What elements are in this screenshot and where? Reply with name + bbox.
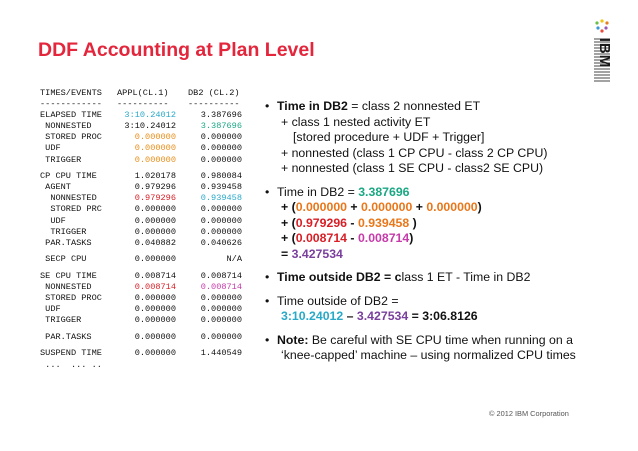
table-row <box>40 143 242 154</box>
row-label: SECP CPU <box>40 254 87 265</box>
row-appl-value: 3:10.24012 <box>124 110 176 121</box>
row-appl-value: 0.000000 <box>134 254 176 265</box>
table-header-row <box>40 88 240 99</box>
row-db2-value: 0.000000 <box>200 154 242 165</box>
dash-col2: ---------- <box>117 99 169 110</box>
bullet-line: + (0.979296 - 0.939458 ) <box>281 215 417 230</box>
row-appl-value: 0.000000 <box>134 143 176 154</box>
row-label: TRIGGER <box>40 154 82 165</box>
row-appl-value: 0.979296 <box>134 182 176 193</box>
row-db2-value: 3.387696 <box>200 110 242 121</box>
row-appl-value: 0.008714 <box>134 282 176 292</box>
row-label: TRIGGER <box>40 315 82 326</box>
row-label: NONNESTED <box>40 282 92 292</box>
bullet-dot-icon: • <box>265 332 270 347</box>
row-label: STORED PRC <box>40 204 102 215</box>
row-label: PAR.TASKS <box>40 237 92 248</box>
bullet-line: ‘knee-capped’ machine – using normalized CPU times <box>281 348 576 362</box>
row-db2-value: 3.387696 <box>200 121 242 132</box>
table-row <box>40 282 242 293</box>
row-appl-value: 0.000000 <box>134 331 176 342</box>
dash-col1: ------------ <box>40 99 102 110</box>
row-label: CP CPU TIME <box>40 171 97 182</box>
row-label: NONNESTED <box>40 193 97 204</box>
row-label: ELAPSED TIME <box>40 110 102 121</box>
dash-col3: ---------- <box>188 99 240 110</box>
copyright-notice: © 2012 IBM Corporation <box>489 409 569 418</box>
row-db2-value: N/A <box>226 254 242 265</box>
table-row <box>40 132 242 143</box>
table-row <box>40 348 242 359</box>
row-label: PAR.TASKS <box>40 331 92 342</box>
bullet-line: 3:10.24012 – 3.427534 = 3:06.8126 <box>281 309 478 323</box>
bullet-line: + nonnested (class 1 CP CPU - class 2 CP CPU) <box>281 145 548 160</box>
row-appl-value: 1.020178 <box>134 171 176 182</box>
row-label: NONNESTED <box>40 121 92 132</box>
accounting-table <box>40 88 242 371</box>
bullet-time-in-db2-calculation: • Time in DB2 = 3.387696 <box>265 184 410 199</box>
ibm-logo-text: IBM <box>596 37 613 69</box>
row-db2-value: 0.000000 <box>200 331 242 342</box>
row-appl-value: 0.979296 <box>134 193 176 204</box>
table-row <box>40 226 242 238</box>
table-row <box>40 121 242 132</box>
table-row <box>40 315 242 326</box>
row-label: SE CPU TIME <box>40 270 97 281</box>
row-label: UDF <box>40 143 61 154</box>
table-row <box>40 359 102 371</box>
row-appl-value: 0.040882 <box>134 237 176 248</box>
table-row <box>40 154 242 166</box>
row-db2-value: 0.000000 <box>200 204 242 215</box>
row-label: UDF <box>40 304 61 315</box>
table-row <box>40 171 242 182</box>
bullet-line: + nonnested (class 1 SE CPU - class2 SE CPU) <box>281 161 544 175</box>
row-db2-value: 0.000000 <box>200 143 242 154</box>
row-db2-value: 0.939458 <box>200 182 242 193</box>
table-row <box>40 293 242 304</box>
row-label: STORED PROC <box>40 293 102 304</box>
row-label: TRIGGER <box>40 226 87 237</box>
header-times-events: TIMES/EVENTS <box>40 88 102 98</box>
row-appl-value: 0.000000 <box>134 226 176 237</box>
bullet-note: • Note: Be careful with SE CPU time when running on a <box>265 332 573 347</box>
row-db2-value: 0.980084 <box>200 171 242 182</box>
bullet-time-outside-db2-definition: • Time outside DB2 = class 1 ET - Time in DB2 <box>265 270 531 284</box>
row-db2-value: 0.008714 <box>200 270 242 281</box>
table-row <box>40 304 242 315</box>
row-label: ... ... .. <box>40 359 102 370</box>
row-appl-value: 0.000000 <box>134 204 176 215</box>
table-row <box>40 204 242 215</box>
row-db2-value: 0.008714 <box>200 282 242 292</box>
table-row <box>40 237 242 249</box>
bullet-line: + class 1 nested activity ET <box>281 114 431 129</box>
slide-title: DDF Accounting at Plan Level <box>38 39 315 61</box>
bullet-line: [stored procedure + UDF + Trigger] <box>293 130 485 144</box>
row-db2-value: 0.000000 <box>200 315 242 326</box>
bullet-time-in-db2-definition: • Time in DB2 = class 2 nonnested ET <box>265 99 481 113</box>
row-db2-value: 0.000000 <box>200 215 242 226</box>
table-dash-row <box>40 99 240 110</box>
bullet-line: = 3.427534 <box>281 246 343 261</box>
row-db2-value: 0.000000 <box>200 132 242 143</box>
row-appl-value: 0.000000 <box>134 304 176 315</box>
bullet-time-outside-db2-calculation: • Time outside of DB2 = <box>265 293 399 308</box>
header-db2-cl2: DB2 (CL.2) <box>188 88 240 98</box>
row-db2-value: 0.000000 <box>200 293 242 304</box>
table-row <box>40 254 242 265</box>
table-row <box>40 182 242 193</box>
row-db2-value: 1.440549 <box>200 348 242 359</box>
row-appl-value: 3:10.24012 <box>124 121 176 132</box>
table-row <box>40 270 242 282</box>
row-db2-value: 0.939458 <box>200 193 242 204</box>
row-appl-value: 0.000000 <box>134 348 176 359</box>
row-label: SUSPEND TIME <box>40 348 102 359</box>
row-label: STORED PROC <box>40 132 102 143</box>
row-db2-value: 0.000000 <box>200 226 242 237</box>
table-row <box>40 193 242 204</box>
row-appl-value: 0.000000 <box>134 315 176 326</box>
row-appl-value: 0.000000 <box>134 215 176 226</box>
bullet-dot-icon: • <box>265 270 270 284</box>
table-row <box>40 215 242 227</box>
bullet-line: + (0.008714 - 0.008714) <box>281 231 414 245</box>
table-row <box>40 110 242 121</box>
row-appl-value: 0.008714 <box>134 270 176 281</box>
row-db2-value: 0.000000 <box>200 304 242 315</box>
row-label: AGENT <box>40 182 71 193</box>
row-appl-value: 0.000000 <box>134 154 176 165</box>
row-appl-value: 0.000000 <box>134 132 176 143</box>
explanation-bullets <box>265 99 625 364</box>
table-row <box>40 331 242 343</box>
row-label: UDF <box>40 215 66 226</box>
bullet-line: + (0.000000 + 0.000000 + 0.000000) <box>281 200 482 214</box>
bullet-dot-icon: • <box>265 293 270 308</box>
bullet-dot-icon: • <box>265 184 270 199</box>
header-appl-cl1: APPL(CL.1) <box>117 88 169 98</box>
bullet-dot-icon: • <box>265 99 270 113</box>
row-appl-value: 0.000000 <box>134 293 176 304</box>
row-db2-value: 0.040626 <box>200 237 242 248</box>
